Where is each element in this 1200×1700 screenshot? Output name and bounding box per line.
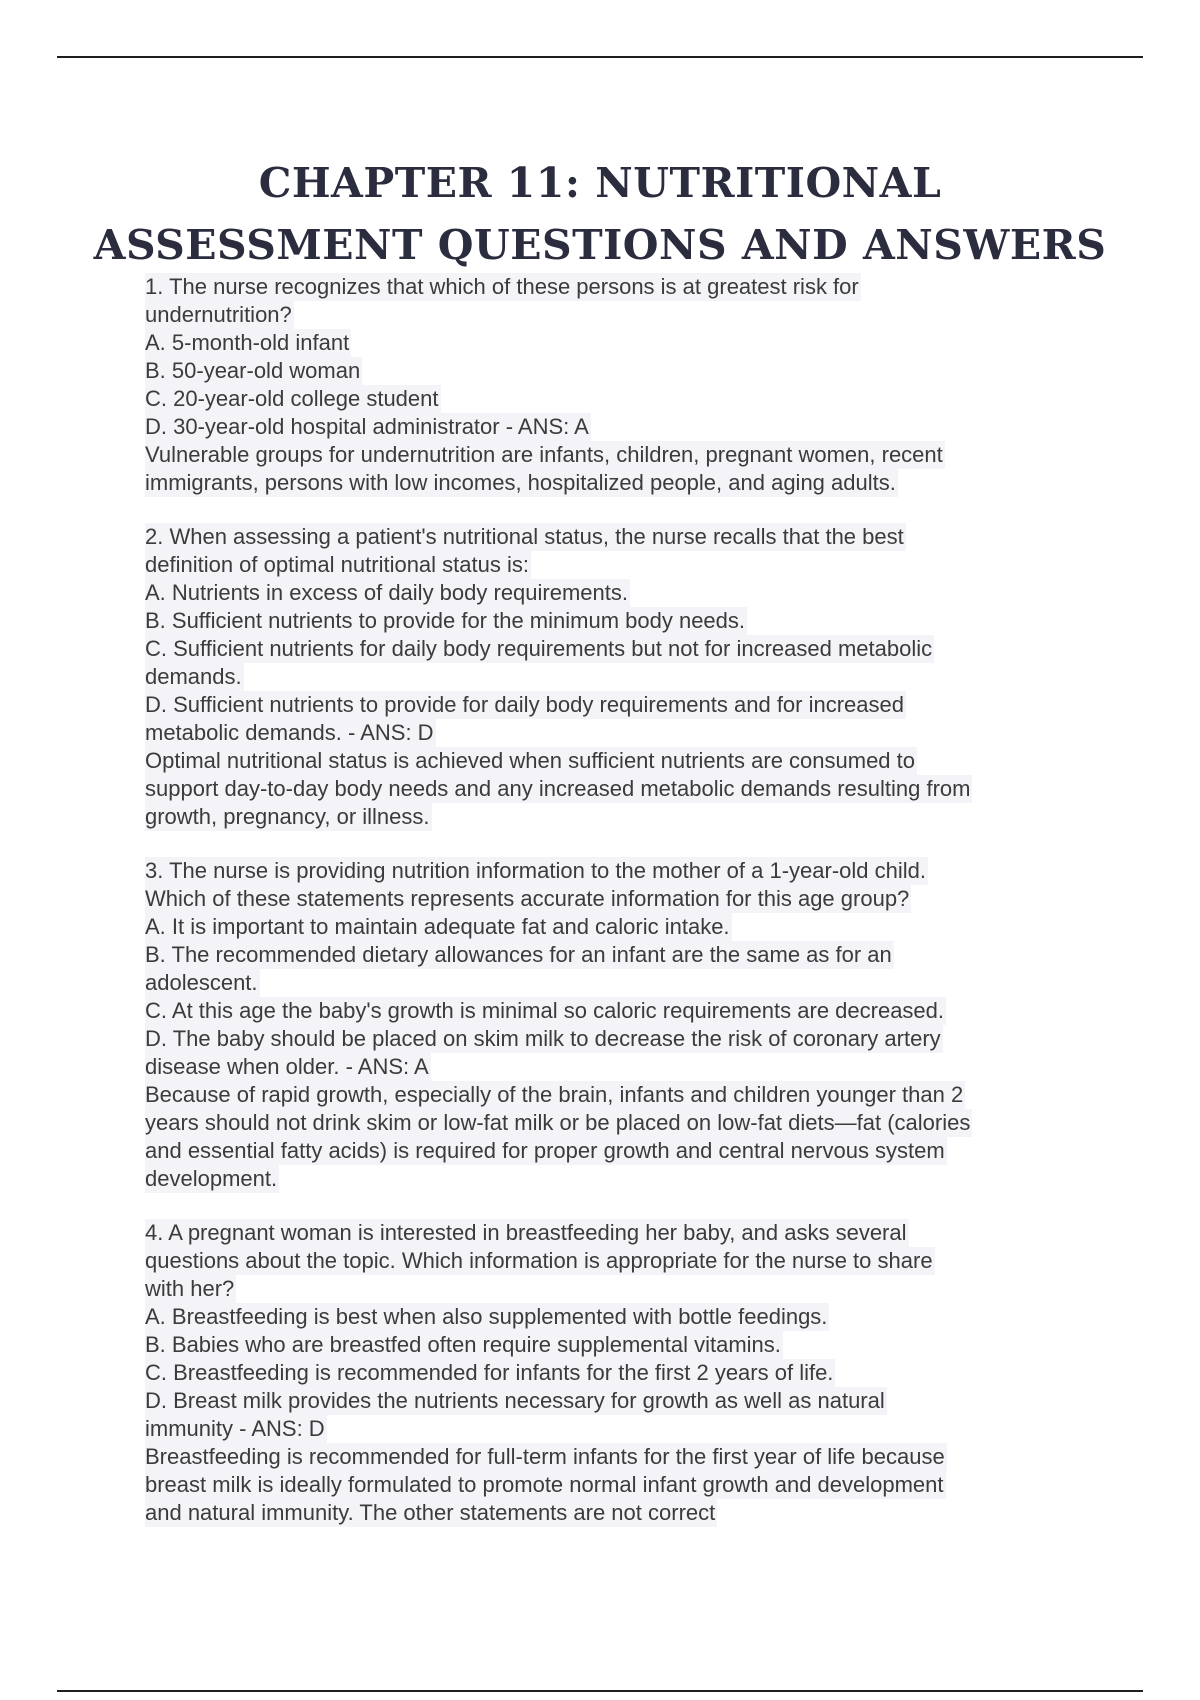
- question-4-line: 4. A pregnant woman is interested in breastfeeding her baby, and asks several: [145, 1220, 907, 1245]
- question-1-line: 1. The nurse recognizes that which of these persons is at greatest risk for: [145, 274, 859, 299]
- question-3-line: A. It is important to maintain adequate fat and caloric intake.: [145, 914, 730, 939]
- question-2-line: D. Sufficient nutrients to provide for daily body requirements and for increased: [145, 692, 904, 717]
- question-2-line: C. Sufficient nutrients for daily body requirements but not for increased metabolic: [145, 636, 933, 661]
- question-3-line: C. At this age the baby's growth is minimal so caloric requirements are decreased.: [145, 998, 945, 1023]
- title-line-1: CHAPTER 11: NUTRITIONAL: [258, 159, 942, 207]
- question-2-line: support day-to-day body needs and any increased metabolic demands resulting from: [145, 776, 971, 801]
- qa-content: [145, 273, 1065, 1553]
- question-block-4: [145, 1219, 1065, 1527]
- question-3-line: Which of these statements represents accurate information for this age group?: [145, 886, 910, 911]
- question-3-line: years should not drink skim or low-fat milk or be placed on low-fat diets—fat (calories: [145, 1110, 971, 1135]
- question-block-3: [145, 857, 1065, 1193]
- question-4-line: with her?: [145, 1276, 235, 1301]
- question-1-line: A. 5-month-old infant: [145, 330, 350, 355]
- bottom-divider: [57, 1690, 1143, 1692]
- question-3-line: adolescent.: [145, 970, 258, 995]
- question-3-line: development.: [145, 1166, 278, 1191]
- question-3-line: Because of rapid growth, especially of the brain, infants and children younger than 2: [145, 1082, 964, 1107]
- question-2-line: B. Sufficient nutrients to provide for the minimum body needs.: [145, 608, 746, 633]
- title-line-2: ASSESSMENT QUESTIONS AND ANSWERS: [93, 221, 1107, 269]
- question-1-line: C. 20-year-old college student: [145, 386, 439, 411]
- question-3-line: 3. The nurse is providing nutrition information to the mother of a 1-year-old child.: [145, 858, 926, 883]
- question-4-line: breast milk is ideally formulated to promote normal infant growth and development: [145, 1472, 944, 1497]
- question-2-line: Optimal nutritional status is achieved when sufficient nutrients are consumed to: [145, 748, 915, 773]
- question-block-1: [145, 273, 1065, 497]
- question-4-line: questions about the topic. Which information is appropriate for the nurse to share: [145, 1248, 933, 1273]
- page-title: [57, 152, 1143, 276]
- question-1-line: undernutrition?: [145, 302, 292, 327]
- question-3-line: disease when older. - ANS: A: [145, 1054, 429, 1079]
- question-1-line: D. 30-year-old hospital administrator - ANS: A: [145, 414, 589, 439]
- question-2-line: demands.: [145, 664, 242, 689]
- question-4-line: C. Breastfeeding is recommended for infants for the first 2 years of life.: [145, 1360, 834, 1385]
- question-1-line: immigrants, persons with low incomes, hospitalized people, and aging adults.: [145, 470, 896, 495]
- question-4-line: Breastfeeding is recommended for full-term infants for the first year of life because: [145, 1444, 945, 1469]
- question-1-line: B. 50-year-old woman: [145, 358, 361, 383]
- question-3-line: D. The baby should be placed on skim milk to decrease the risk of coronary artery: [145, 1026, 941, 1051]
- question-2-line: metabolic demands. - ANS: D: [145, 720, 434, 745]
- question-block-2: [145, 523, 1065, 831]
- question-4-line: and natural immunity. The other statements are not correct: [145, 1500, 716, 1525]
- question-4-line: B. Babies who are breastfed often require supplemental vitamins.: [145, 1332, 781, 1357]
- question-2-line: definition of optimal nutritional status is:: [145, 552, 529, 577]
- question-4-line: immunity - ANS: D: [145, 1416, 325, 1441]
- question-2-line: 2. When assessing a patient's nutritional status, the nurse recalls that the best: [145, 524, 904, 549]
- question-3-line: B. The recommended dietary allowances for an infant are the same as for an: [145, 942, 892, 967]
- question-4-line: D. Breast milk provides the nutrients necessary for growth as well as natural: [145, 1388, 885, 1413]
- question-2-line: growth, pregnancy, or illness.: [145, 804, 430, 829]
- question-3-line: and essential fatty acids) is required for proper growth and central nervous system: [145, 1138, 945, 1163]
- question-2-line: A. Nutrients in excess of daily body requirements.: [145, 580, 629, 605]
- top-divider: [57, 56, 1143, 58]
- question-1-line: Vulnerable groups for undernutrition are infants, children, pregnant women, recent: [145, 442, 943, 467]
- question-4-line: A. Breastfeeding is best when also supplemented with bottle feedings.: [145, 1304, 828, 1329]
